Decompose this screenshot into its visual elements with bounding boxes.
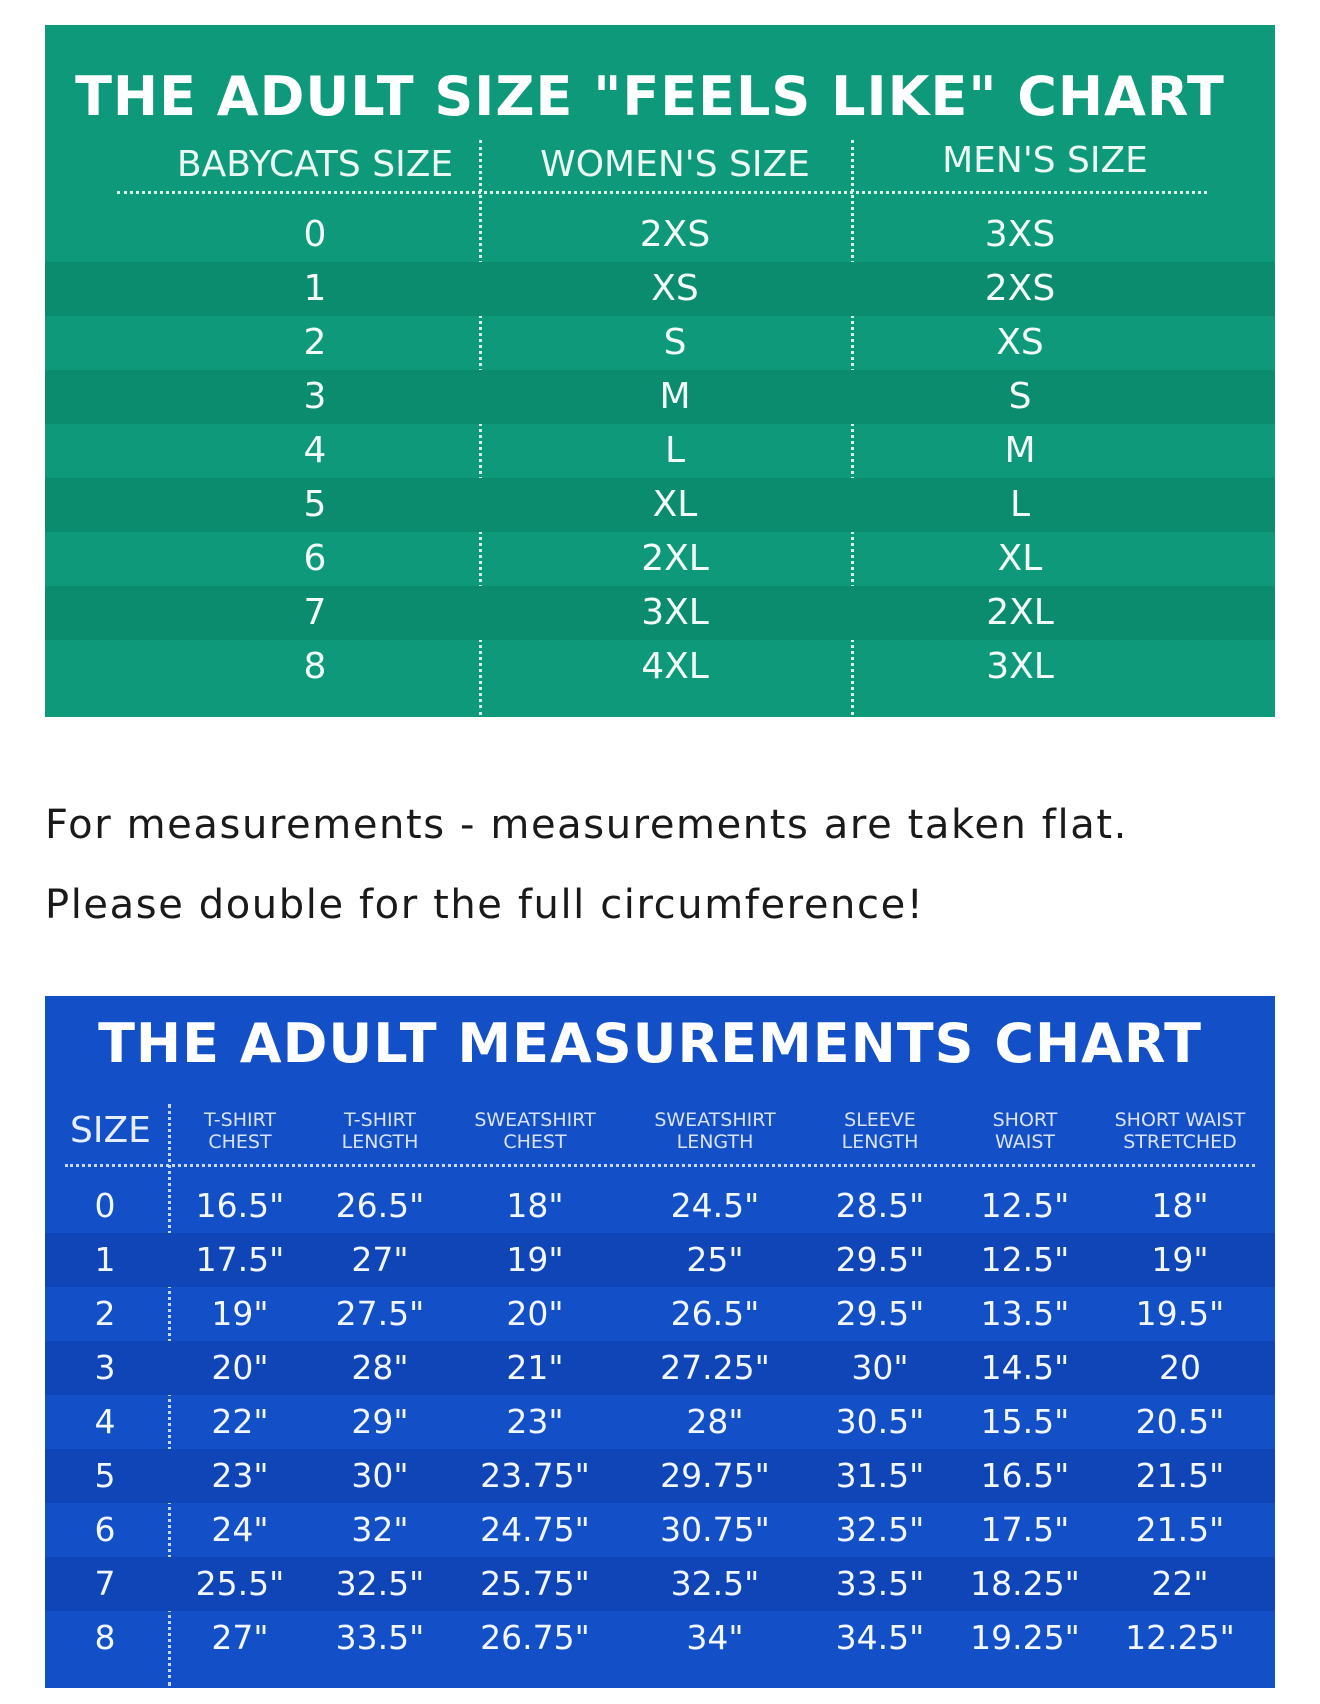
cell-measurement: 19" [211,1294,269,1333]
header-size: SIZE [70,1110,151,1151]
cell-measurement: 29.5" [835,1240,925,1279]
table-row [45,532,1275,586]
cell-measurement: 28.5" [835,1186,925,1225]
header-t-shirt-length [305,1109,455,1153]
cell-babycats-size: 8 [303,646,327,687]
cell-measurement: 20" [506,1294,564,1333]
cell-measurement: 27.5" [335,1294,425,1333]
cell-measurement: 12.5" [980,1240,1070,1279]
table-row [45,1395,1275,1449]
header-line: SHORT [992,1109,1058,1131]
cell-measurement: 25" [686,1240,744,1279]
header-sweatshirt-length [620,1109,810,1153]
header-line: LENGTH [341,1131,419,1153]
cell-mens-size: 3XL [986,646,1054,687]
cell-womens-size: 4XL [641,646,709,687]
cell-measurement: 30" [351,1456,409,1495]
cell-measurement: 34" [686,1618,744,1657]
cell-womens-size: M [659,376,691,417]
cell-measurement: 24" [211,1510,269,1549]
cell-measurement: 23" [211,1456,269,1495]
cell-measurement: 33.5" [835,1564,925,1603]
cell-measurement: 19.5" [1135,1294,1225,1333]
header-line: SHORT WAIST [1114,1109,1246,1131]
cell-measurement: 31.5" [835,1456,925,1495]
cell-babycats-size: 0 [303,214,327,255]
cell-measurement: 30" [851,1348,909,1387]
cell-mens-size: M [1004,430,1036,471]
header-line: CHEST [208,1131,272,1153]
cell-babycats-size: 6 [303,538,327,579]
measurement-note-line-2: Please double for the full circumference! [45,882,925,928]
header-short-waist-stretched [1090,1109,1270,1153]
cell-measurement: 32.5" [835,1510,925,1549]
header-line: WAIST [994,1131,1055,1153]
cell-measurement: 18" [506,1186,564,1225]
cell-babycats-size: 5 [303,484,327,525]
cell-measurement: 17.5" [195,1240,285,1279]
measurement-rows [45,1179,1275,1665]
cell-size: 6 [94,1510,116,1549]
cell-size: 0 [94,1186,116,1225]
cell-measurement: 17.5" [980,1510,1070,1549]
cell-measurement: 29" [351,1402,409,1441]
cell-measurement: 26.75" [480,1618,590,1657]
cell-size: 2 [94,1294,116,1333]
cell-measurement: 22" [1151,1564,1209,1603]
cell-womens-size: S [663,322,687,363]
cell-measurement: 24.75" [480,1510,590,1549]
cell-measurement: 20.5" [1135,1402,1225,1441]
cell-babycats-size: 1 [303,268,327,309]
feels-like-size-chart [45,25,1275,717]
cell-womens-size: 2XL [641,538,709,579]
cell-measurement: 23.75" [480,1456,590,1495]
cell-size: 4 [94,1402,116,1441]
cell-measurement: 30.5" [835,1402,925,1441]
feels-like-rows [45,208,1275,694]
measurements-chart [45,996,1275,1688]
cell-measurement: 34.5" [835,1618,925,1657]
header-sweatshirt-chest [450,1109,620,1153]
header-womens-size: WOMEN'S SIZE [540,144,810,185]
cell-measurement: 26.5" [335,1186,425,1225]
cell-measurement: 32.5" [335,1564,425,1603]
cell-babycats-size: 7 [303,592,327,633]
cell-measurement: 21.5" [1135,1456,1225,1495]
table-row [45,586,1275,640]
cell-measurement: 32" [351,1510,409,1549]
cell-measurement: 13.5" [980,1294,1070,1333]
cell-measurement: 21" [506,1348,564,1387]
cell-womens-size: 3XL [641,592,709,633]
header-line: T-SHIRT [203,1109,277,1131]
header-divider [117,191,1207,194]
measurement-note-line-1: For measurements - measurements are taken flat. [45,802,1128,848]
header-line: T-SHIRT [343,1109,417,1131]
cell-size: 1 [94,1240,116,1279]
table-row [45,370,1275,424]
table-row [45,478,1275,532]
cell-womens-size: L [664,430,686,471]
cell-measurement: 27" [351,1240,409,1279]
cell-mens-size: XS [996,322,1044,363]
header-short-waist [955,1109,1095,1153]
cell-measurement: 27.25" [660,1348,770,1387]
cell-measurement: 15.5" [980,1402,1070,1441]
table-row [45,1341,1275,1395]
header-line: STRETCHED [1123,1131,1237,1153]
table-row [45,316,1275,370]
table-row [45,424,1275,478]
table-row [45,1449,1275,1503]
table-row [45,1179,1275,1233]
cell-measurement: 26.5" [670,1294,760,1333]
cell-babycats-size: 2 [303,322,327,363]
header-t-shirt-chest [165,1109,315,1153]
cell-measurement: 21.5" [1135,1510,1225,1549]
cell-measurement: 18" [1151,1186,1209,1225]
cell-measurement: 14.5" [980,1348,1070,1387]
header-line: SWEATSHIRT [474,1109,596,1131]
cell-measurement: 30.75" [660,1510,770,1549]
table-row [45,1503,1275,1557]
cell-measurement: 24.5" [670,1186,760,1225]
cell-measurement: 25.5" [195,1564,285,1603]
cell-measurement: 19.25" [970,1618,1080,1657]
cell-mens-size: 2XL [986,592,1054,633]
table-row [45,640,1275,694]
feels-like-chart-title: THE ADULT SIZE "FEELS LIKE" CHART [75,65,1225,128]
cell-womens-size: XS [651,268,699,309]
cell-measurement: 28" [686,1402,744,1441]
header-line: SLEEVE [844,1109,916,1131]
cell-measurement: 22" [211,1402,269,1441]
cell-measurement: 20" [211,1348,269,1387]
header-mens-size: MEN'S SIZE [942,140,1148,181]
table-row [45,1233,1275,1287]
header-babycats-size: BABYCATS SIZE [176,144,454,185]
cell-measurement: 33.5" [335,1618,425,1657]
cell-mens-size: 3XS [984,214,1056,255]
cell-measurement: 19" [506,1240,564,1279]
cell-size: 3 [94,1348,116,1387]
header-line: LENGTH [676,1131,754,1153]
cell-measurement: 19" [1151,1240,1209,1279]
cell-womens-size: XL [652,484,698,525]
cell-measurement: 23" [506,1402,564,1441]
cell-measurement: 20 [1159,1348,1201,1387]
cell-mens-size: L [1009,484,1031,525]
cell-measurement: 25.75" [480,1564,590,1603]
cell-measurement: 16.5" [980,1456,1070,1495]
header-line: CHEST [503,1131,567,1153]
header-divider [65,1164,1255,1167]
table-row [45,1287,1275,1341]
cell-measurement: 12.25" [1125,1618,1235,1657]
header-line: SWEATSHIRT [654,1109,776,1131]
cell-size: 8 [94,1618,116,1657]
cell-measurement: 12.5" [980,1186,1070,1225]
cell-size: 7 [94,1564,116,1603]
table-row [45,1611,1275,1665]
cell-womens-size: 2XS [639,214,711,255]
table-row [45,1557,1275,1611]
cell-babycats-size: 4 [303,430,327,471]
cell-mens-size: 2XS [984,268,1056,309]
cell-babycats-size: 3 [303,376,327,417]
cell-mens-size: S [1008,376,1032,417]
header-sleeve-length [800,1109,960,1153]
cell-measurement: 29.75" [660,1456,770,1495]
cell-size: 5 [94,1456,116,1495]
measurements-chart-title: THE ADULT MEASUREMENTS CHART [98,1012,1202,1075]
cell-mens-size: XL [997,538,1043,579]
table-row [45,208,1275,262]
cell-measurement: 29.5" [835,1294,925,1333]
cell-measurement: 16.5" [195,1186,285,1225]
cell-measurement: 28" [351,1348,409,1387]
cell-measurement: 32.5" [670,1564,760,1603]
header-line: LENGTH [841,1131,919,1153]
cell-measurement: 27" [211,1618,269,1657]
table-row [45,262,1275,316]
cell-measurement: 18.25" [970,1564,1080,1603]
